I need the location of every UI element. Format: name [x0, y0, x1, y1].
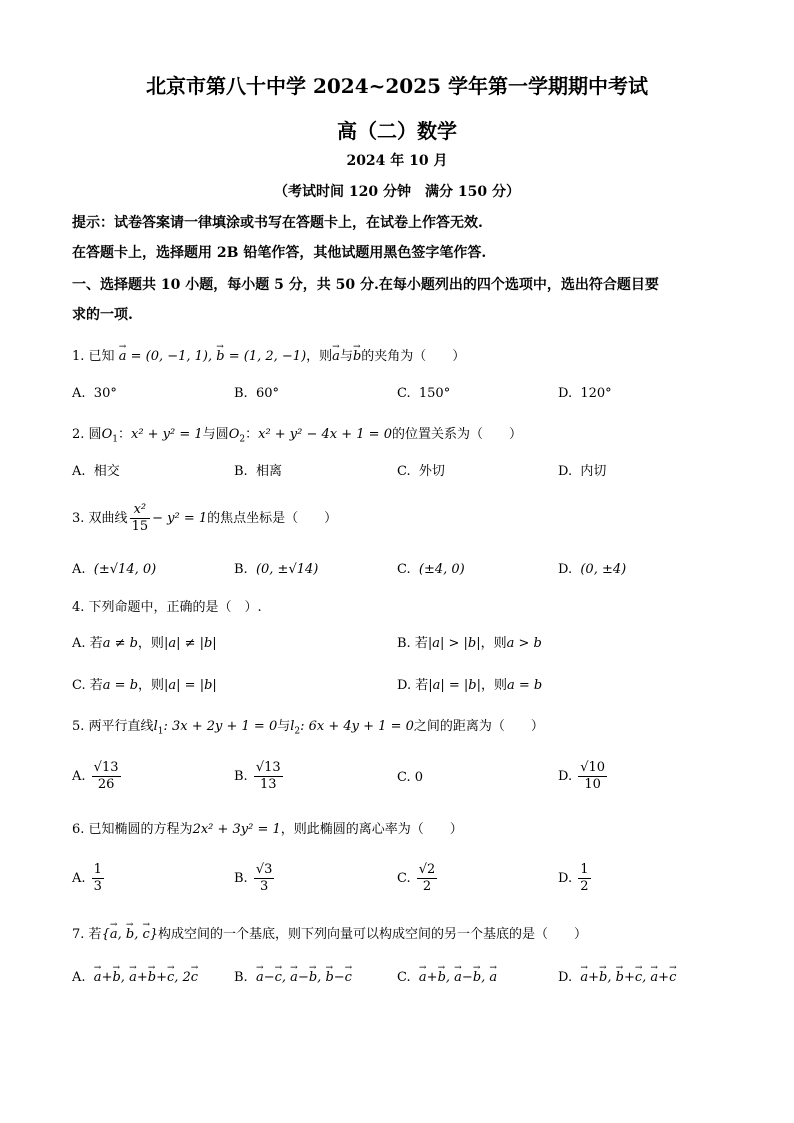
question-number: 1.	[72, 349, 85, 364]
option-d: D. (0, ±4)	[558, 562, 627, 577]
question-3: 3. 双曲线 $\frac{\text{x²}}{15}$ − y² = 1的焦点坐标是（ ）	[72, 502, 338, 534]
section-heading-line-1: 一、选择题共 10 小题，每小题 5 分，共 50 分.在每小题列出的四个选项中，选出符合题目要	[72, 277, 659, 293]
exam-date: 2024 年 10 月	[346, 153, 448, 169]
option-b: B. $\frac{√3}{3}$	[234, 862, 273, 894]
option-d: D. 内切	[558, 464, 607, 479]
option-b: B. 60°	[234, 386, 279, 401]
option-b: B. $\frac{√13}{13}$	[234, 760, 281, 792]
exam-title: 北京市第八十中学 2024~2025 学年第一学期期中考试	[145, 74, 648, 98]
option-c: C. 外切	[397, 464, 445, 479]
section-heading-line-2: 求的一项.	[72, 307, 133, 323]
question-5: 5. 两平行直线$l_1$: 3x + 2y + 1 = 0与$l_2$: 6x + 4y + 1 = 0之间的距离为（ ）	[72, 719, 544, 737]
option-b: B. → a−→ c, → a−→ b, → b−→ c	[234, 968, 352, 988]
option-b: B. (0, ±√14)	[234, 562, 319, 577]
option-a: A. 若a ≠ b，则|a| ≠ |b|	[72, 636, 217, 651]
option-a: A. 相交	[72, 464, 120, 479]
option-c: C. 0	[397, 770, 424, 785]
question-1-vectors: → a = (0, −1, 1), → b = (1, 2, −1)	[119, 349, 306, 364]
option-a: A. $\frac{1}{3}$	[72, 862, 102, 894]
option-d: D. 120°	[558, 386, 612, 401]
question-2: 2. 圆$O_1$：x² + y² = 1与圆$O_2$：x² + y² − 4x + 1 = 0的位置关系为（ ）	[72, 427, 522, 445]
option-b: B. 若|a| > |b|，则a > b	[397, 636, 542, 651]
option-b: B. 相离	[234, 464, 282, 479]
option-c: C. $\frac{√2}{2}$	[397, 862, 436, 894]
option-c: C. 150°	[397, 386, 451, 401]
option-a: A. → a+→ b, → a+→ b+→ c, 2→ c	[72, 968, 198, 988]
option-a: A. 30°	[72, 386, 117, 401]
option-c: C. → a+→ b, → a−→ b, → a	[397, 968, 497, 988]
option-d: D. 若|a| = |b|，则a = b	[397, 678, 543, 693]
option-d: D. $\frac{1}{2}$	[558, 862, 589, 894]
option-c: C. 若a = b，则|a| = |b|	[72, 678, 217, 693]
fraction: $\frac{\text{x²}}{15}$	[131, 502, 149, 534]
question-7: 7. 若{→ a, → b, → c}构成空间的一个基底，则下列向量可以构成空间的另一个基底的是（ ）	[72, 925, 587, 945]
option-d: D. → a+→ b, → b+→ c, → a+→ c	[558, 968, 676, 988]
question-1: 1. 已知 → a = (0, −1, 1), → b = (1, 2, −1)，则→ a与→ b的夹角为（ ）	[72, 347, 465, 367]
option-a: A. (±√14, 0)	[72, 562, 157, 577]
option-c: C. (±4, 0)	[397, 562, 465, 577]
note-line-2: 在答题卡上，选择题用 2B 铅笔作答，其他试题用黑色签字笔作答.	[72, 245, 487, 261]
option-a: A. $\frac{√13}{26}$	[72, 760, 119, 792]
exam-subtitle: 高（二）数学	[337, 119, 457, 143]
exam-info: （考试时间 120 分钟 满分 150 分）	[274, 184, 520, 200]
option-d: D. $\frac{√10}{10}$	[558, 760, 606, 792]
question-4: 4. 下列命题中，正确的是（ ）.	[72, 600, 262, 615]
note-line-1: 提示：试卷答案请一律填涂或书写在答题卡上，在试卷上作答无效.	[72, 215, 483, 231]
question-6: 6. 已知椭圆的方程为2x² + 3y² = 1，则此椭圆的离心率为（ ）	[72, 822, 463, 837]
